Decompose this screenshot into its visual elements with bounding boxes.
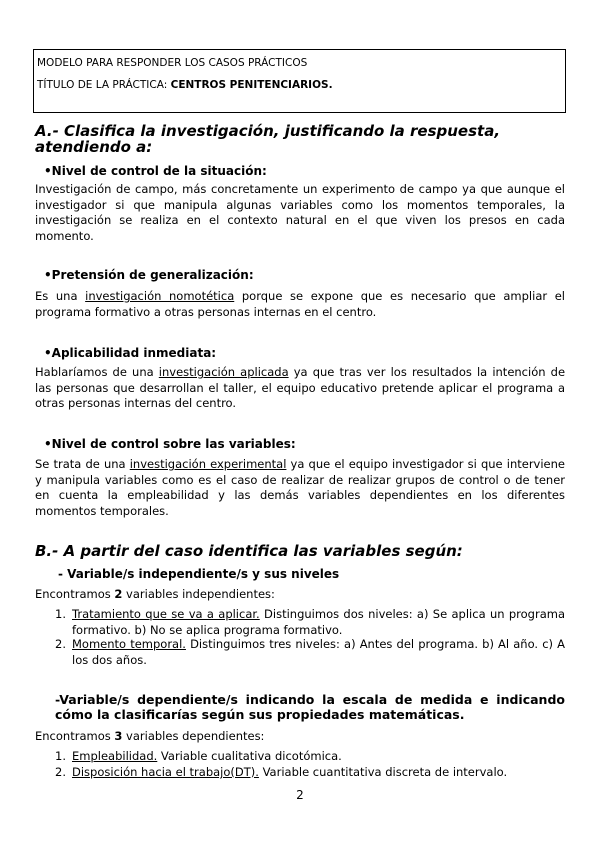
link-nomotetica: investigación nomotética (85, 289, 235, 303)
dependent-item-2: 2. Disposición hacia el trabajo(DT). Variable cuantitativa discreta de intervalo. (55, 765, 508, 779)
para-control-situacion: Investigación de campo, más concretamente un experimento de campo ya que aunque el investigador si que manipula algunas variables como los momentos temporales, la investigación se realiza en el contexto natural en el que viven los presos en cada momento. (35, 182, 565, 243)
practice-title-value: CENTROS PENITENCIARIOS. (170, 79, 333, 91)
var-momento-temporal: Momento temporal. (72, 637, 186, 651)
var-disposicion: Disposición hacia el trabajo(DT). (72, 765, 259, 779)
link-experimental: investigación experimental (129, 457, 287, 471)
practice-title-label: TÍTULO DE LA PRÁCTICA: (37, 79, 171, 91)
section-b-title: B.- A partir del caso identifica las variables según: (35, 542, 463, 560)
var-tratamiento: Tratamiento que se va a aplicar. (72, 607, 260, 621)
para-generalizacion: Es una investigación nomotética porque se expone que es necesario que ampliar el programa formativo a otras personas internas en el centro. (35, 289, 565, 319)
section-a-title: A.- Clasifica la investigación, justificando la respuesta, atendiendo a: (35, 122, 501, 156)
intro-dependientes: Encontramos 3 variables dependientes: (35, 729, 265, 743)
independent-item-2: 2. Momento temporal. Distinguimos tres niveles: a) Antes del programa. b) Al año. c) A los dos años. (55, 637, 565, 667)
heading-aplicabilidad: •Aplicabilidad inmediata: (44, 346, 217, 360)
header-box (33, 49, 566, 113)
var-empleabilidad: Empleabilidad. (72, 749, 158, 763)
heading-dependientes: -Variable/s dependiente/s indicando la escala de medida e indicando cómo la clasificarías según sus propiedades matemáticas. (55, 692, 565, 722)
heading-independientes: - Variable/s independiente/s y sus niveles (58, 567, 340, 581)
heading-control-variables: •Nivel de control sobre las variables: (44, 437, 296, 451)
heading-control-situacion: •Nivel de control de la situación: (44, 164, 267, 178)
page-number: 2 (296, 788, 304, 802)
para-aplicabilidad: Hablaríamos de una investigación aplicada ya que tras ver los resultados la intención de las personas que desarrollan el taller, el equipo educativo pretende aplicar el programa a otras personas internas del centro. (35, 365, 566, 410)
link-aplicada: investigación aplicada (158, 365, 289, 379)
dependent-item-1: 1. Empleabilidad. Variable cualitativa dicotómica. (55, 749, 342, 763)
header-line-2 (37, 75, 562, 97)
header-line-1: MODELO PARA RESPONDER LOS CASOS PRÁCTICOS (37, 57, 308, 69)
intro-independientes: Encontramos 2 variables independientes: (35, 587, 275, 601)
heading-generalizacion: •Pretensión de generalización: (44, 268, 254, 282)
independent-item-1: 1. Tratamiento que se va a aplicar. Distinguimos dos niveles: a) Se aplica un programa formativo. b) No se aplica programa formativo. (55, 607, 565, 637)
para-control-variables: Se trata de una investigación experimental ya que el equipo investigador si que interviene y manipula variables como es el caso de realizar de realizar grupos de control o de tener en cuenta la empleabilidad y las demás variables dependientes en los diferentes momentos temporales. (35, 457, 565, 518)
